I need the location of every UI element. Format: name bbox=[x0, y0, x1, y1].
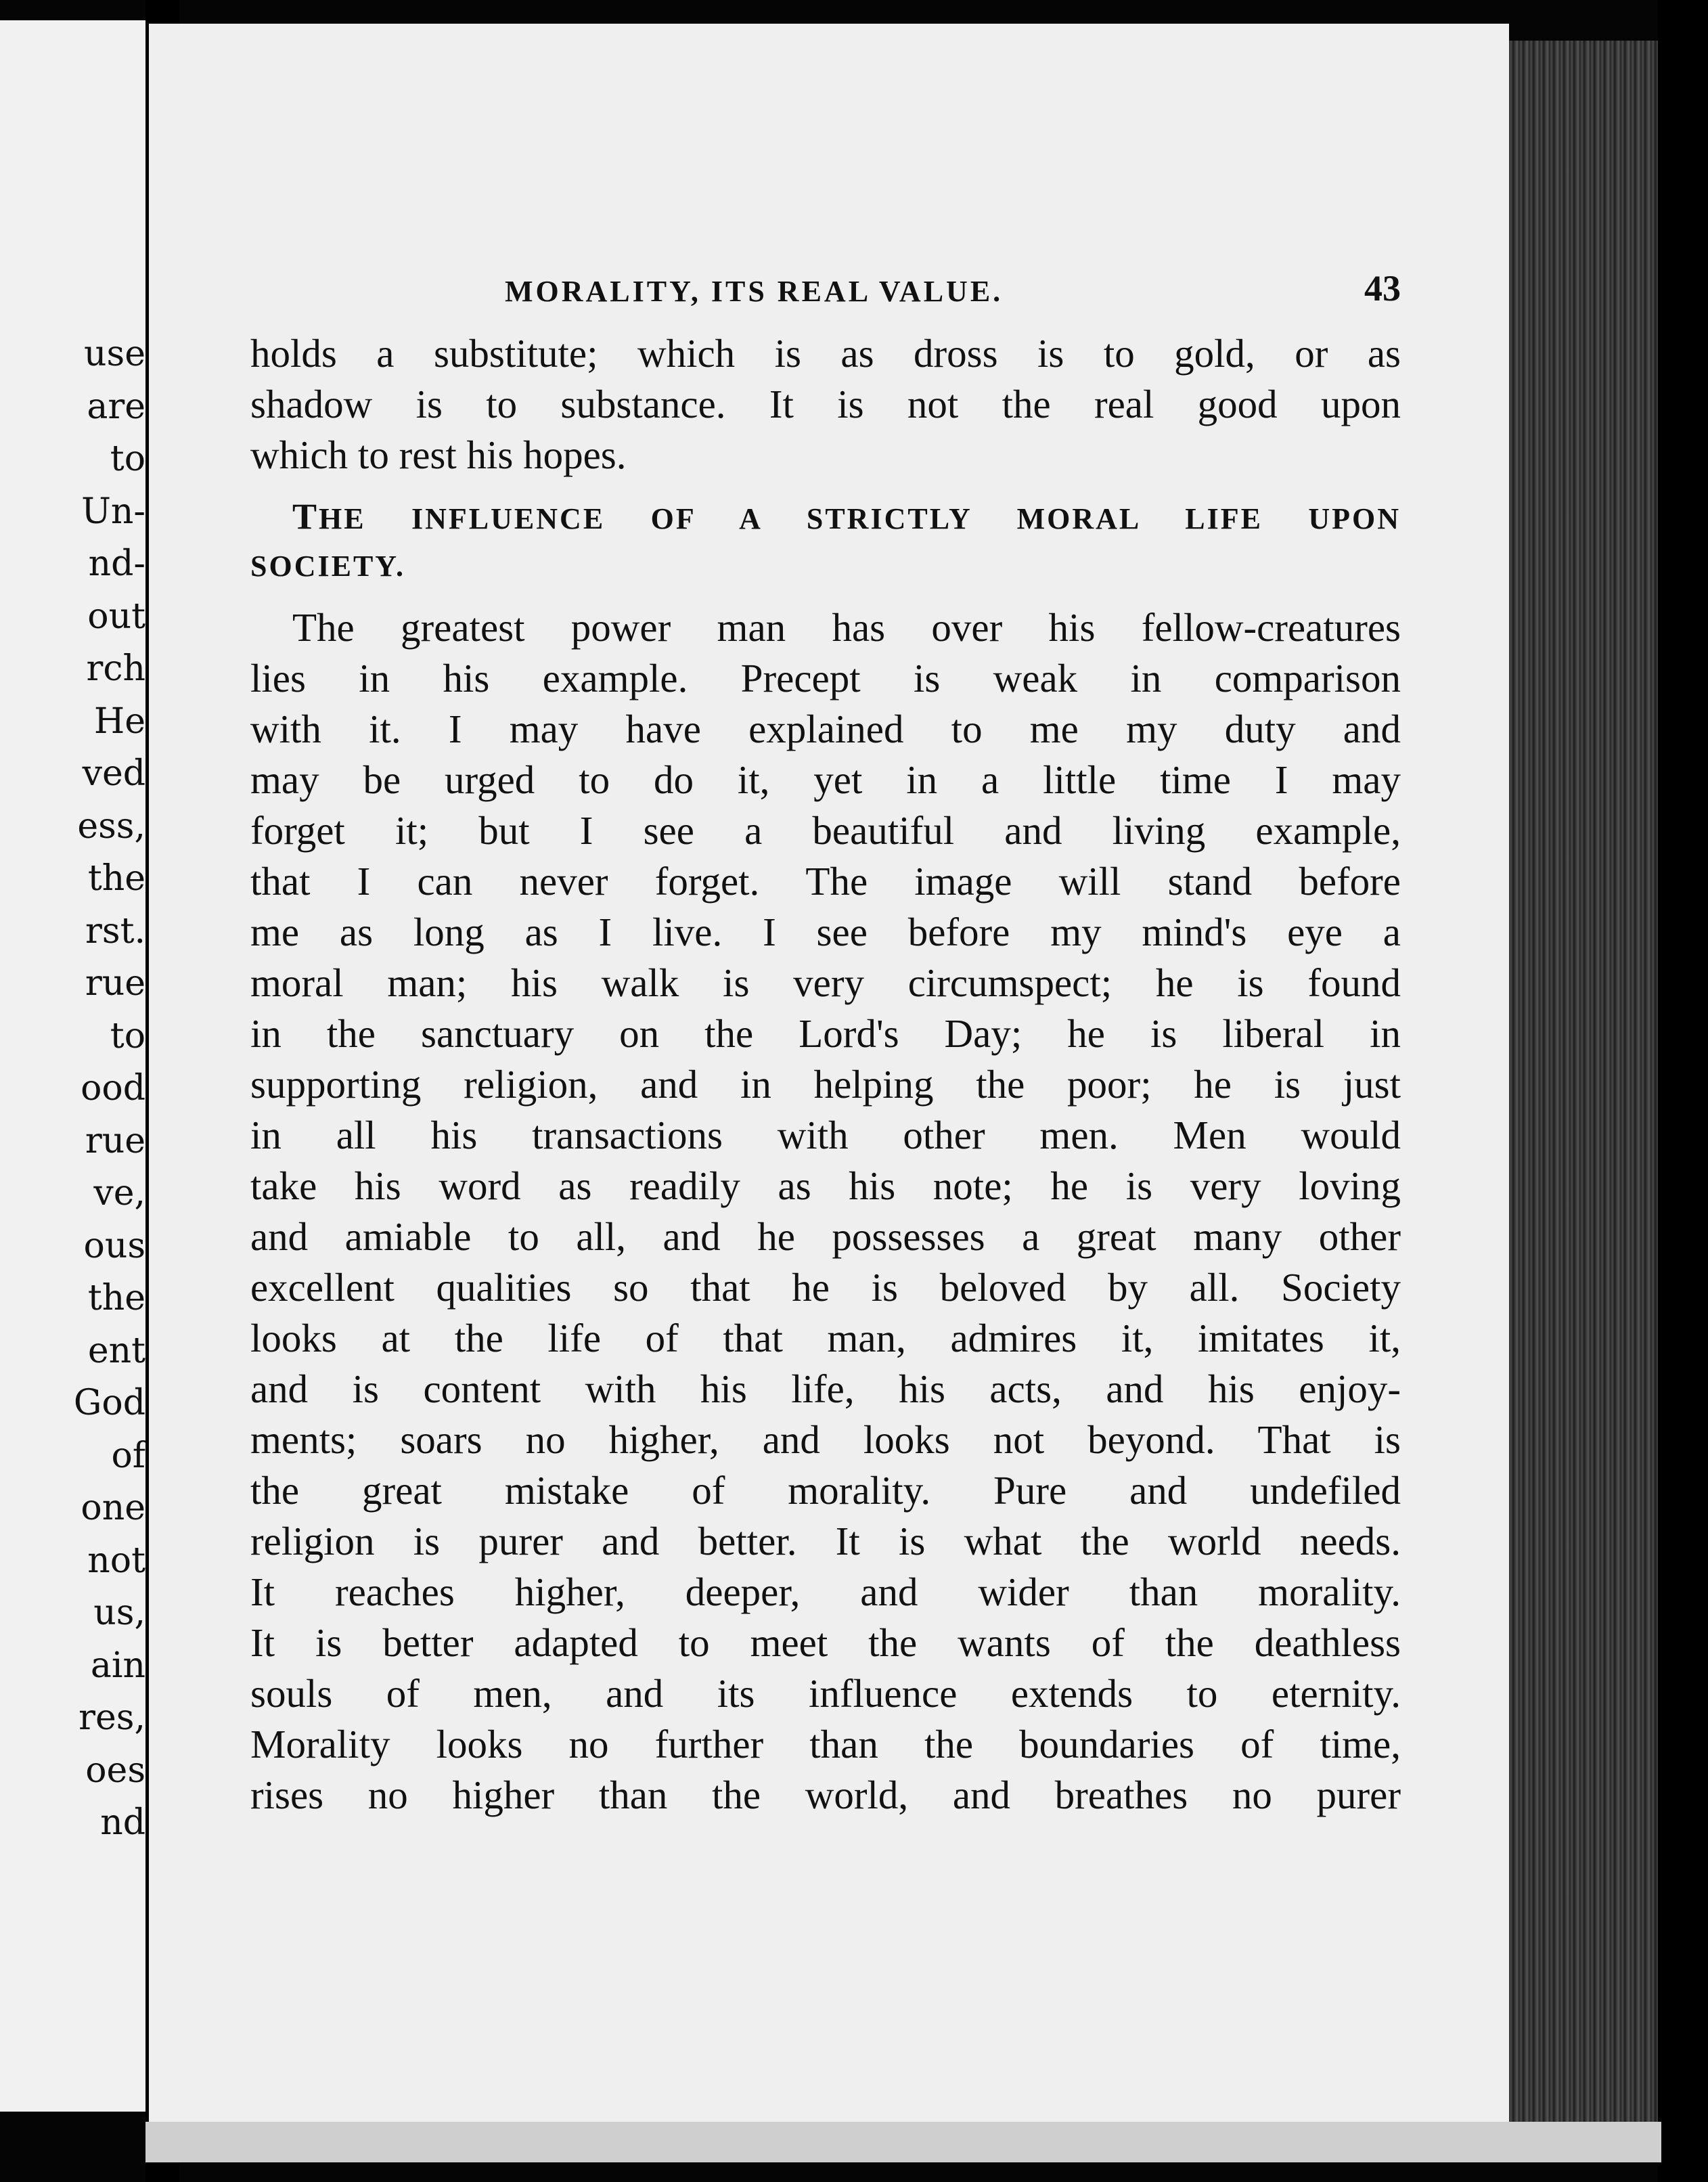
page-bottom-edge bbox=[145, 2122, 1661, 2162]
text-line: excellent qualities so that he is beloved by all. Society bbox=[250, 1265, 1401, 1310]
left-page-text-fragment: oes bbox=[85, 1750, 145, 1791]
left-page-text-fragment: ent bbox=[87, 1330, 145, 1371]
scan-border bbox=[1658, 0, 1708, 2182]
left-page-text-fragment: He bbox=[93, 700, 145, 742]
left-page-text-fragment: use bbox=[84, 334, 145, 374]
running-title: MORALITY, ITS REAL VALUE. bbox=[505, 275, 1004, 308]
heading-rest: HE INFLUENCE OF A STRICTLY MORAL LIFE UPON bbox=[319, 502, 1401, 535]
text-line: looks at the life of that man, admires it, imitates it, bbox=[250, 1316, 1401, 1360]
left-page-text-fragment: the bbox=[87, 858, 145, 899]
text-line: Morality looks no further than the boundaries of time, bbox=[250, 1722, 1401, 1766]
left-page-text-fragment: nd- bbox=[88, 543, 145, 584]
paragraph bbox=[250, 602, 1401, 1821]
text-line: It reaches higher, deeper, and wider than morality. bbox=[250, 1569, 1401, 1614]
section-heading-line: SOCIETY. bbox=[250, 550, 406, 583]
left-page-text-fragment: the bbox=[87, 1278, 145, 1318]
left-page-text-fragment: ous bbox=[83, 1225, 145, 1266]
left-page-text-fragment: Un- bbox=[81, 491, 145, 532]
text-line: The greatest power man has over his fellow-creatures bbox=[292, 605, 1401, 650]
text-line: and amiable to all, and he possesses a great many other bbox=[250, 1214, 1401, 1259]
text-line: the great mistake of morality. Pure and undefiled bbox=[250, 1468, 1401, 1513]
text-line: with it. I may have explained to me my duty and bbox=[250, 707, 1401, 751]
section-heading bbox=[250, 493, 1401, 590]
text-line: that I can never forget. The image will stand before bbox=[250, 859, 1401, 904]
left-page-text-fragment: God bbox=[73, 1383, 145, 1423]
text-line: forget it; but I see a beautiful and living example, bbox=[250, 808, 1401, 853]
left-page-text-fragment: of bbox=[111, 1435, 145, 1476]
left-page-text-fragment: res, bbox=[78, 1697, 145, 1738]
text-line: in all his transactions with other men. Men would bbox=[250, 1113, 1401, 1157]
left-page-text-fragment: nd bbox=[100, 1802, 145, 1843]
left-page-text-fragment: rue bbox=[85, 1120, 145, 1161]
book-page bbox=[149, 24, 1509, 2122]
text-line: souls of men, and its influence extends to eternity. bbox=[250, 1671, 1401, 1716]
text-line: me as long as I live. I see before my mind's eye a bbox=[250, 910, 1401, 954]
left-page-text-fragment: one bbox=[81, 1488, 145, 1528]
text-line: may be urged to do it, yet in a little time I may bbox=[250, 757, 1401, 802]
text-line: ments; soars no higher, and looks not beyond. That is bbox=[250, 1417, 1401, 1462]
left-page-text-fragment: ved bbox=[82, 753, 145, 794]
left-page-text-fragment: ve, bbox=[93, 1173, 145, 1214]
left-page-text-fragment: out bbox=[87, 596, 145, 637]
paragraph-continued bbox=[250, 328, 1401, 481]
text-line: holds a substitute; which is as dross is to gold, or as bbox=[250, 331, 1401, 376]
text-line: rises no higher than the world, and breathes no purer bbox=[250, 1773, 1401, 1817]
section-heading-line bbox=[250, 493, 1401, 543]
left-page-text-fragment: ess, bbox=[77, 805, 145, 847]
text-line: which to rest his hopes. bbox=[250, 432, 627, 477]
running-head bbox=[250, 267, 1401, 328]
left-page-text-fragment: rch bbox=[86, 648, 145, 689]
page-content bbox=[250, 267, 1401, 1821]
left-page-text-fragment: rst. bbox=[85, 910, 145, 952]
left-page-text-fragment: to bbox=[110, 1015, 145, 1056]
left-page-text-fragment: are bbox=[87, 386, 145, 427]
left-page-text-fragment: ood bbox=[81, 1068, 145, 1109]
page-number: 43 bbox=[1364, 268, 1401, 309]
left-page-text-fragment: not bbox=[87, 1540, 145, 1581]
left-facing-page bbox=[0, 20, 145, 2112]
text-line: take his word as readily as his note; he is very loving bbox=[250, 1163, 1401, 1208]
left-page-text-fragment: to bbox=[110, 439, 145, 479]
text-line: and is content with his life, his acts, and his enjoy- bbox=[250, 1366, 1401, 1411]
heading-initial: T bbox=[292, 496, 319, 537]
page-edges bbox=[1509, 41, 1658, 2139]
text-line: lies in his example. Precept is weak in comparison bbox=[250, 656, 1401, 700]
left-page-text-fragment: ain bbox=[90, 1645, 145, 1686]
text-line: shadow is to substance. It is not the real good upon bbox=[250, 382, 1401, 426]
text-line: supporting religion, and in helping the poor; he is just bbox=[250, 1062, 1401, 1107]
text-line: in the sanctuary on the Lord's Day; he is liberal in bbox=[250, 1011, 1401, 1056]
text-line: moral man; his walk is very circumspect; he is found bbox=[250, 960, 1401, 1005]
left-page-text-fragment: us, bbox=[93, 1593, 145, 1633]
left-page-text-fragment: rue bbox=[85, 963, 145, 1004]
text-line: religion is purer and better. It is what the world needs. bbox=[250, 1519, 1401, 1563]
text-line: It is better adapted to meet the wants of the deathless bbox=[250, 1620, 1401, 1665]
